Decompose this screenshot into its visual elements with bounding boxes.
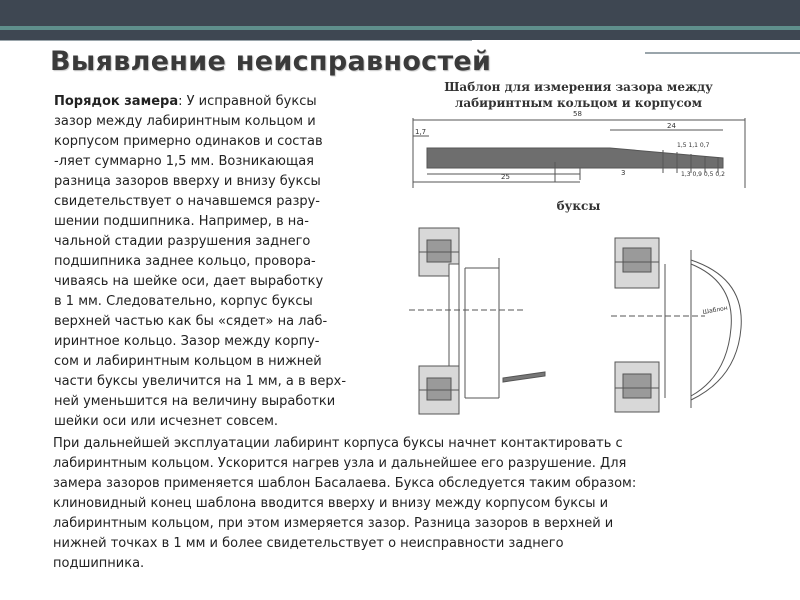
slide-title: Выявление неисправностей bbox=[50, 46, 492, 77]
text-line: замера зазоров применяется шаблон Басалаева. Букса обследуется таким образом: bbox=[53, 476, 637, 491]
text-line: разница зазоров вверху и внизу буксы bbox=[54, 174, 321, 189]
axlebox-right-section bbox=[611, 238, 741, 412]
text-line: зазор между лабиринтным кольцом и bbox=[54, 114, 316, 129]
template-figure bbox=[405, 78, 752, 420]
text-line: При дальнейшей эксплуатации лабиринт корпуса буксы начнет контактировать с bbox=[53, 436, 623, 451]
text-line: подшипника заднее кольцо, провора- bbox=[54, 254, 316, 269]
dim-1-7: 1,7 bbox=[415, 128, 427, 136]
figure-title-line1: Шаблон для измерения зазора между bbox=[444, 80, 713, 94]
text-line: свидетельствует о начавшемся разру- bbox=[54, 194, 320, 209]
procedure-heading-rest: : У исправной буксы bbox=[178, 94, 317, 109]
text-line: верхней частью как бы «сядет» на лаб- bbox=[54, 314, 328, 329]
dim-24: 24 bbox=[667, 122, 676, 130]
dim-top-steps: 1,5 1,1 0,7 bbox=[677, 142, 710, 149]
template-drawing bbox=[405, 78, 752, 420]
dim-bottom-steps: 1,3 0,9 0,5 0,2 bbox=[681, 171, 725, 178]
text-line: нижней точках в 1 мм и более свидетельствует о неисправности заднего bbox=[53, 536, 564, 551]
template-label: Шаблон bbox=[702, 304, 729, 316]
text-line: иринтное кольцо. Зазор между корпу- bbox=[54, 334, 320, 349]
text-line: шении подшипника. Например, в на- bbox=[54, 214, 309, 229]
figure-caption-word: буксы bbox=[556, 199, 601, 213]
dim-3: 3 bbox=[621, 169, 626, 177]
title-underline-left bbox=[0, 40, 472, 41]
dim-25: 25 bbox=[501, 173, 510, 181]
text-line: лабиринтным кольцом. Ускорится нагрев узла и дальнейшее его разрушение. Для bbox=[53, 456, 627, 471]
text-line: клиновидный конец шаблона вводится вверху и внизу между корпусом буксы и bbox=[53, 496, 609, 511]
top-decor-bar bbox=[0, 0, 800, 40]
top-decor-stripe bbox=[0, 26, 800, 30]
procedure-heading: Порядок замера bbox=[54, 94, 179, 109]
title-underline-right bbox=[645, 52, 800, 54]
text-line: ней уменьшится на величину выработки bbox=[54, 394, 336, 409]
text-line: сом и лабиринтным кольцом в нижней bbox=[54, 354, 322, 369]
left-text-column bbox=[54, 92, 404, 432]
text-line: -ляет суммарно 1,5 мм. Возникающая bbox=[54, 154, 314, 169]
axlebox-left-section bbox=[409, 228, 545, 414]
text-line: чальной стадии разрушения заднего bbox=[54, 234, 311, 249]
dim-58: 58 bbox=[573, 110, 582, 118]
text-line: в 1 мм. Следовательно, корпус буксы bbox=[54, 294, 313, 309]
text-line: шейки оси или исчезнет совсем. bbox=[54, 414, 279, 429]
text-line: чиваясь на шейке оси, дает выработку bbox=[54, 274, 324, 289]
bottom-paragraph bbox=[53, 434, 773, 574]
figure-title-line2: лабиринтным кольцом и корпусом bbox=[454, 96, 703, 110]
text-line: корпусом примерно одинаков и состав bbox=[54, 134, 323, 149]
text-line: части буксы увеличится на 1 мм, а в верх- bbox=[54, 374, 347, 389]
text-line: подшипника. bbox=[53, 556, 145, 571]
text-line-first bbox=[54, 92, 404, 112]
text-line: лабиринтным кольцом, при этом измеряется зазор. Разница зазоров в верхней и bbox=[53, 516, 614, 531]
